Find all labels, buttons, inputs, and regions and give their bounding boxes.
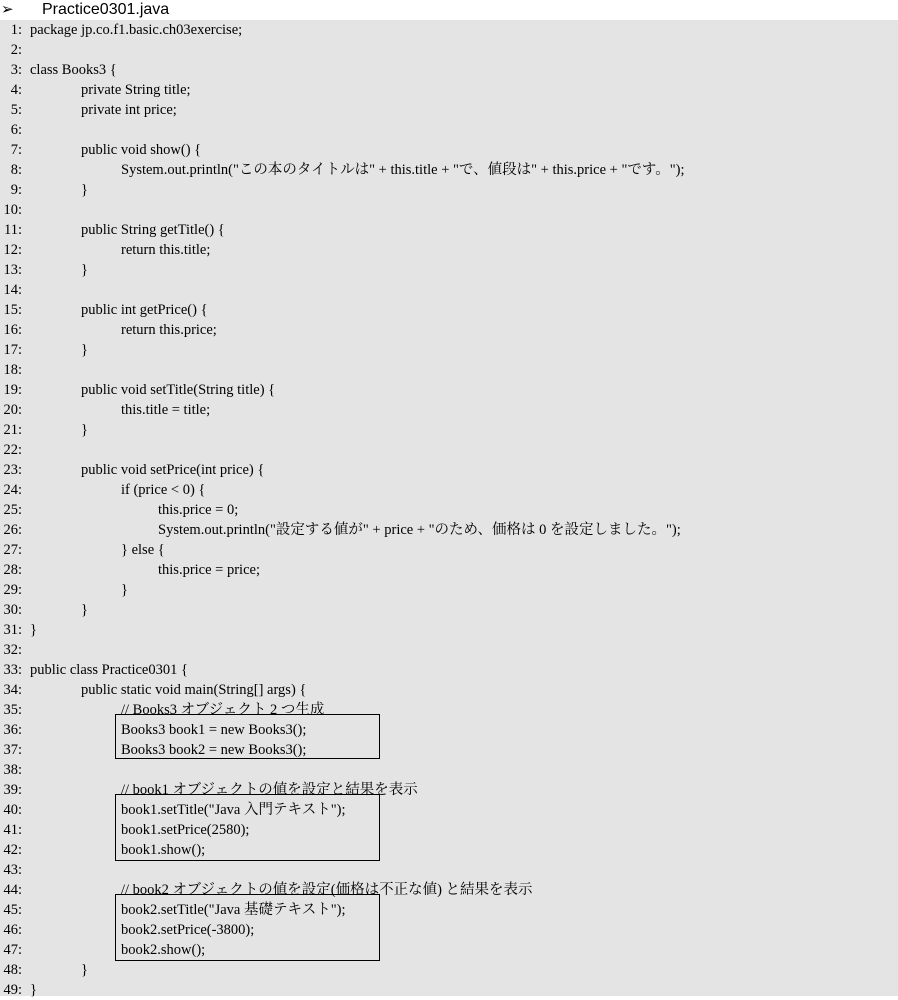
- line-number: 14:: [3, 282, 22, 298]
- line-number: 17:: [3, 342, 22, 358]
- file-name: Practice0301.java: [42, 1, 170, 18]
- code-text: // Books3 オブジェクト 2 つ生成: [121, 702, 325, 718]
- line-number: 42:: [3, 842, 22, 858]
- line-number: 31:: [3, 622, 22, 638]
- line-number: 30:: [3, 602, 22, 618]
- line-number: 33:: [3, 662, 22, 678]
- code-text: book1.setTitle("Java 入門テキスト");: [121, 802, 346, 818]
- code-text: if (price < 0) {: [121, 482, 206, 498]
- code-text: package jp.co.f1.basic.ch03exercise;: [30, 22, 243, 38]
- line-number: 24:: [3, 482, 22, 498]
- line-number: 20:: [3, 402, 22, 418]
- code-text: private int price;: [81, 102, 177, 118]
- code-text: Books3 book1 = new Books3();: [121, 722, 307, 738]
- code-text: }: [81, 602, 88, 618]
- code-text: this.price = 0;: [158, 502, 239, 518]
- line-number: 7:: [10, 142, 22, 158]
- code-text: public void show() {: [81, 142, 202, 158]
- line-number: 21:: [3, 422, 22, 438]
- code-text: }: [81, 962, 88, 978]
- line-number: 35:: [3, 702, 22, 718]
- line-number: 23:: [3, 462, 22, 478]
- code-text: book2.show();: [121, 942, 206, 958]
- line-number: 8:: [10, 162, 22, 178]
- line-number: 40:: [3, 802, 22, 818]
- code-text: // book1 オブジェクトの値を設定と結果を表示: [121, 782, 418, 798]
- line-number: 48:: [3, 962, 22, 978]
- line-number: 43:: [3, 862, 22, 878]
- code-text: return this.title;: [121, 242, 211, 258]
- line-number: 19:: [3, 382, 22, 398]
- line-number: 41:: [3, 822, 22, 838]
- line-number: 22:: [3, 442, 22, 458]
- code-text: // book2 オブジェクトの値を設定(価格は不正な値) と結果を表示: [121, 882, 533, 898]
- line-number: 25:: [3, 502, 22, 518]
- line-number: 44:: [3, 882, 22, 898]
- line-number: 2:: [10, 42, 22, 58]
- line-number: 39:: [3, 782, 22, 798]
- code-text: book1.setPrice(2580);: [121, 822, 250, 838]
- code-text: class Books3 {: [30, 62, 117, 78]
- code-text: this.title = title;: [121, 402, 211, 418]
- code-text: book2.setTitle("Java 基礎テキスト");: [121, 902, 346, 918]
- code-text: }: [81, 262, 88, 278]
- line-number: 38:: [3, 762, 22, 778]
- line-number: 11:: [4, 222, 22, 238]
- line-number: 6:: [10, 122, 22, 138]
- code-text: System.out.println("この本のタイトルは" + this.title + "で、値段は" + this.price + "です。");: [121, 162, 685, 178]
- code-listing: [0, 20, 898, 996]
- line-number: 49:: [3, 982, 22, 998]
- line-number: 10:: [3, 202, 22, 218]
- code-text: Books3 book2 = new Books3();: [121, 742, 307, 758]
- line-number: 28:: [3, 562, 22, 578]
- code-text: }: [30, 622, 37, 638]
- code-text: public void setTitle(String title) {: [81, 382, 276, 398]
- line-number: 16:: [3, 322, 22, 338]
- line-number: 12:: [3, 242, 22, 258]
- line-number: 13:: [3, 262, 22, 278]
- line-number: 27:: [3, 542, 22, 558]
- code-text: book2.setPrice(-3800);: [121, 922, 255, 938]
- line-number: 47:: [3, 942, 22, 958]
- line-number: 9:: [10, 182, 22, 198]
- code-text: book1.show();: [121, 842, 206, 858]
- code-text: public String getTitle() {: [81, 222, 225, 238]
- arrow-bullet-icon: ➢: [1, 1, 14, 18]
- code-text: System.out.println("設定する値が" + price + "のため、価格は 0 を設定しました。");: [158, 522, 681, 538]
- line-number: 29:: [3, 582, 22, 598]
- line-number: 37:: [3, 742, 22, 758]
- line-number: 46:: [3, 922, 22, 938]
- code-text: this.price = price;: [158, 562, 260, 578]
- line-number: 15:: [3, 302, 22, 318]
- line-number: 26:: [3, 522, 22, 538]
- line-number: 36:: [3, 722, 22, 738]
- line-number: 5:: [10, 102, 22, 118]
- document-header: [0, 0, 898, 20]
- code-text: return this.price;: [121, 322, 217, 338]
- line-number: 3:: [10, 62, 22, 78]
- code-text: }: [81, 342, 88, 358]
- line-number: 45:: [3, 902, 22, 918]
- line-number: 32:: [3, 642, 22, 658]
- line-number: 34:: [3, 682, 22, 698]
- code-text: public void setPrice(int price) {: [81, 462, 265, 478]
- line-number: 4:: [10, 82, 22, 98]
- line-number: 1:: [10, 22, 22, 38]
- code-text: public class Practice0301 {: [30, 662, 188, 678]
- code-text: }: [81, 182, 88, 198]
- code-text: }: [121, 582, 128, 598]
- code-text: }: [30, 982, 37, 998]
- code-text: private String title;: [81, 82, 191, 98]
- code-text: public int getPrice() {: [81, 302, 208, 318]
- code-text: }: [81, 422, 88, 438]
- line-number: 18:: [3, 362, 22, 378]
- code-text: public static void main(String[] args) {: [81, 682, 307, 698]
- code-text: } else {: [121, 542, 165, 558]
